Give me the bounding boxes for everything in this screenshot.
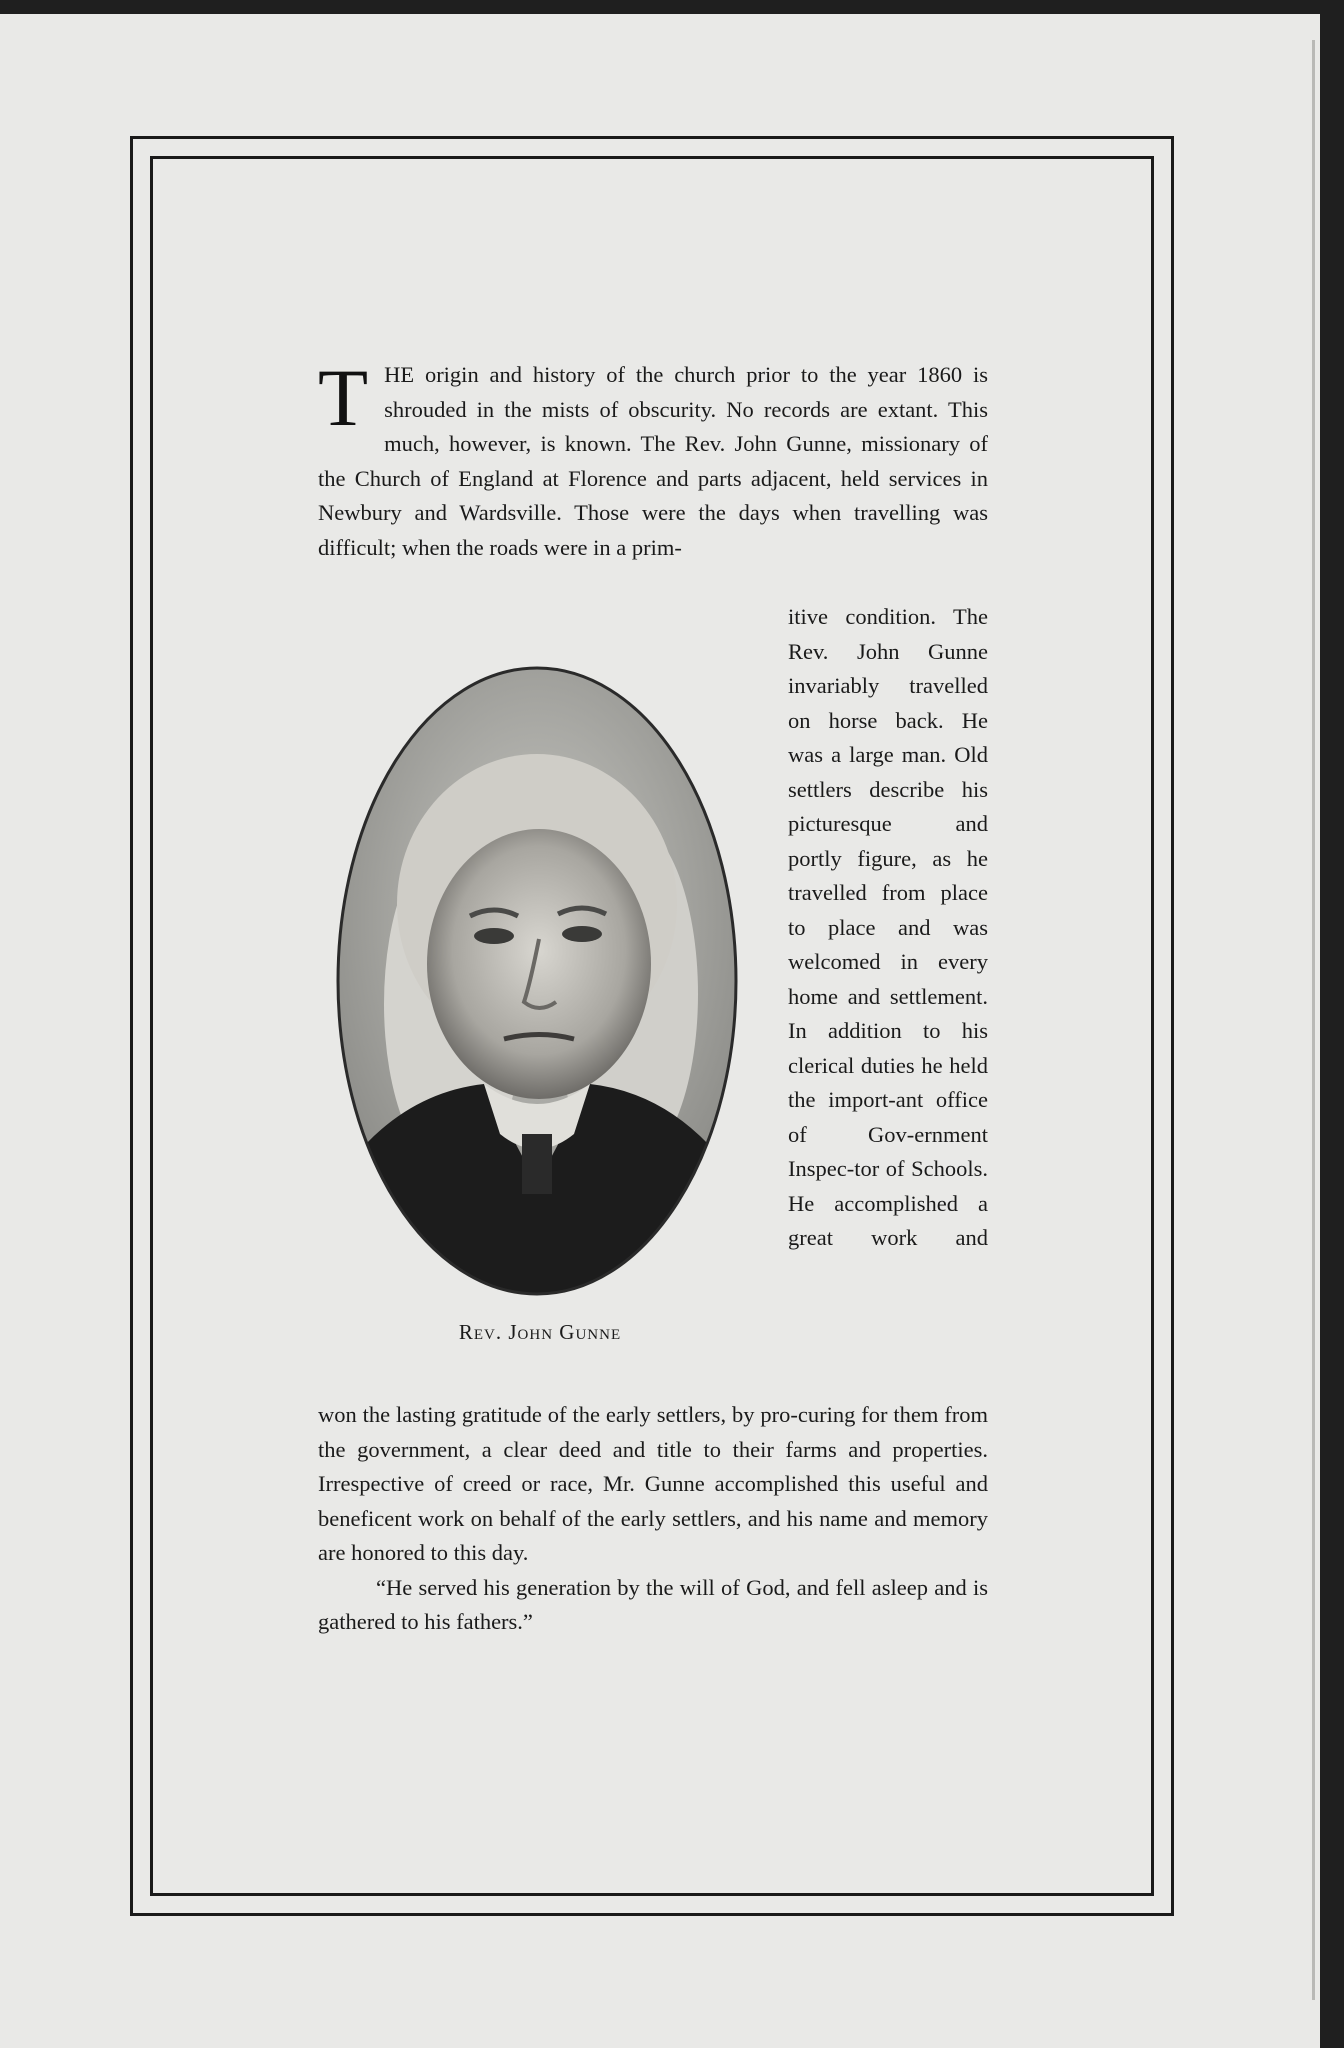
page-edge — [1312, 40, 1315, 2000]
portrait-photo — [334, 664, 740, 1298]
intro-text: HE origin and history of the church prior to the year 1860 is shrouded in the mists of obscurity. No records are extant. This much, however, is known. The Rev. John Gunne, missionary of the Church of England at Florence and parts adjacent, held services in Newbury and Wardsville. Those were the days when travelling was difficult; when the roads were in a prim- — [318, 362, 988, 560]
side-column — [788, 600, 988, 1256]
closing-quote: “He served his generation by the will of God, and fell asleep and is gathered to his fathers.” — [318, 1574, 988, 1634]
continuation-text: won the lasting gratitude of the early settlers, by pro-curing for them from the government, a clear deed and title to their farms and properties. Irrespective of creed or race, Mr. Gunne accomplished this useful and beneficent work on behalf of the early settlers, and his name and memory are honored to this day. — [318, 1402, 988, 1565]
drop-cap: T — [318, 352, 369, 443]
portrait-caption: Rev. John Gunne — [458, 1320, 622, 1344]
side-column-text: itive condition. The Rev. John Gunne invariably travelled on horse back. He was a large man. Old settlers describe his picturesque and portly figure, as he travelled from place to place and was welcomed in every home and settlement. In addition to his clerical duties he held the import-ant office of Gov-ernment Inspec-tor of Schools. He accomplished a great work and — [788, 604, 988, 1250]
intro-paragraph — [318, 352, 988, 565]
closing-paragraphs — [318, 1398, 988, 1640]
